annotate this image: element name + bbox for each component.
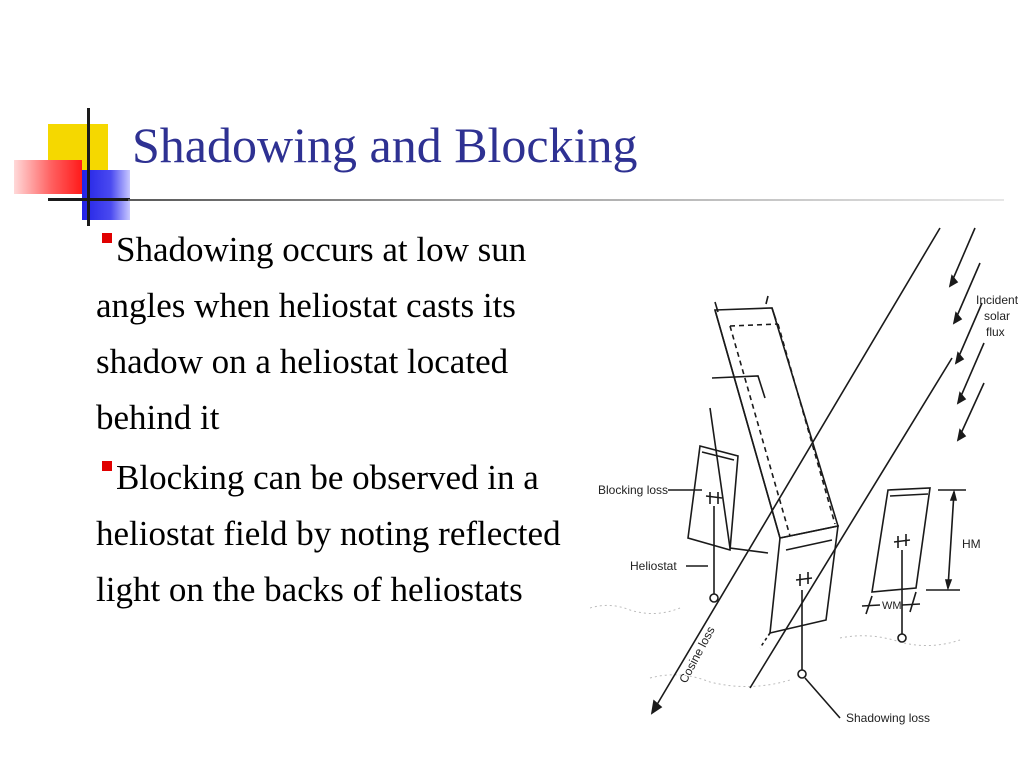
- decor-vertical-line: [87, 108, 90, 226]
- bullet-marker-icon: [102, 233, 112, 243]
- shadowing-loss-label: Shadowing loss: [846, 711, 931, 725]
- right-heliostat: [872, 488, 930, 642]
- decor-red-bar: [14, 160, 82, 194]
- title-underline: [128, 199, 1004, 201]
- hm-dimension-label: HM: [962, 537, 981, 551]
- heliostat-diagram-svg: [590, 208, 1024, 738]
- reflected-beam: [710, 296, 838, 553]
- bullet-text: Blocking can be observed in a heliostat field by noting reflected light on the backs of heliostats: [96, 458, 561, 609]
- center-heliostat: [760, 526, 838, 678]
- bullet-list: [96, 222, 606, 622]
- cosine-loss-label: Cosine loss: [676, 624, 718, 686]
- bullet-marker-icon: [102, 461, 112, 471]
- slide-title: Shadowing and Blocking: [132, 117, 638, 173]
- blocking-loss-label: Blocking loss: [598, 483, 669, 497]
- bullet-text: Shadowing occurs at low sun angles when heliostat casts its shadow on a heliostat located behind it: [96, 230, 527, 437]
- bullet-item: [96, 222, 606, 446]
- heliostat-label: Heliostat: [630, 559, 677, 573]
- incident-flux-arrows: [950, 228, 984, 440]
- bullet-item: [96, 450, 606, 618]
- wm-dimension-label: WM: [882, 600, 902, 612]
- incident-flux-label: solar: [984, 309, 1011, 323]
- heliostat-diagram: [590, 208, 1024, 738]
- incident-flux-label: flux: [986, 325, 1005, 339]
- incident-flux-label: Incident: [976, 293, 1019, 307]
- decor-horizontal-line: [48, 198, 130, 201]
- left-heliostat: [688, 446, 738, 602]
